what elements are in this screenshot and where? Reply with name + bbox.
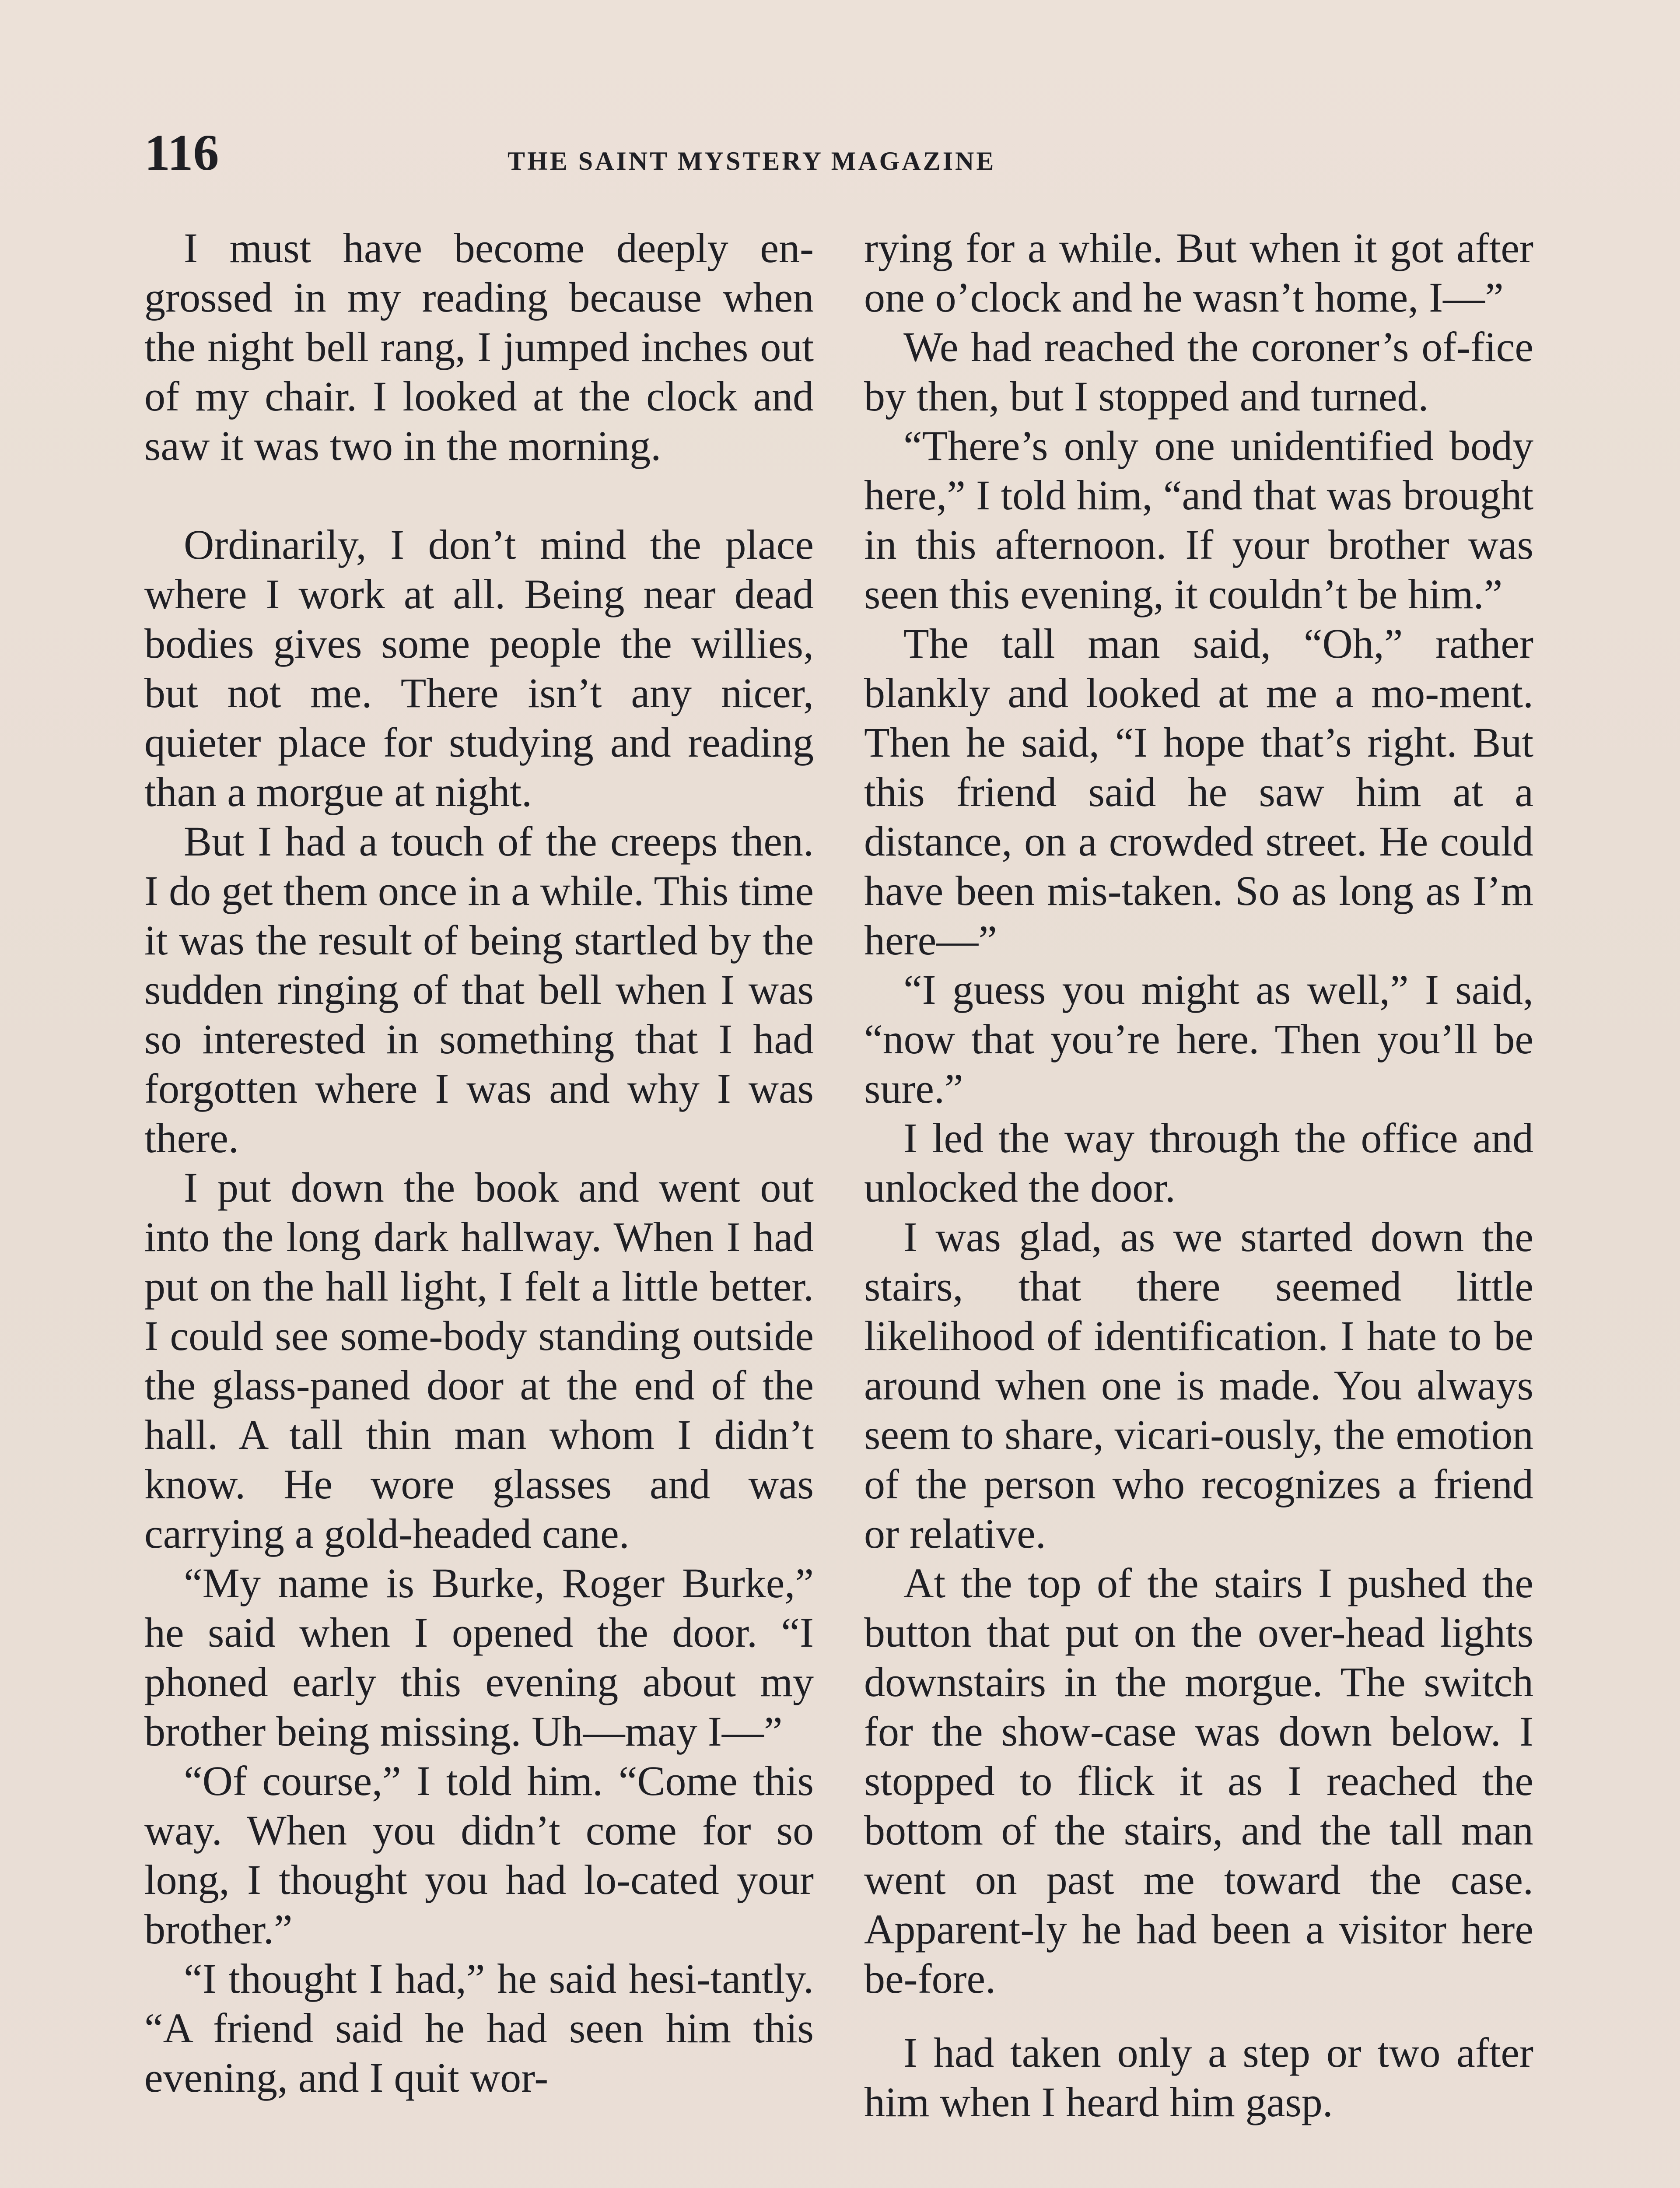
paragraph: We had reached the coroner’s of-fice by then, but I stopped and turned. — [864, 323, 1533, 420]
paragraph: I must have become deeply en-grossed in my reading because when the night bell rang, I jumped inches out of my chair. I looked at the clock and saw it was two in the morning. — [144, 224, 814, 469]
paragraph: “I guess you might as well,” I said, “now that you’re here. Then you’ll be sure.” — [864, 966, 1533, 1112]
paragraph: “I thought I had,” he said hesi-tantly. “A friend said he had seen him this evening, and I quit wor- — [144, 1955, 814, 2101]
paragraph: Ordinarily, I don’t mind the place where I work at all. Being near dead bodies gives some people the willies, but not me. There isn’t any nicer, quieter place for studying and reading than a morgue at night. — [144, 521, 814, 815]
paragraph: But I had a touch of the creeps then. I do get them once in a while. This time it was the result of being startled by the sudden ringing of that bell when I was so interested in something that I had forgotten where I was and why I was there. — [144, 818, 814, 1161]
running-title: THE SAINT MYSTERY MAGAZINE — [508, 147, 996, 175]
right-column — [864, 223, 1533, 2127]
paragraph: The tall man said, “Oh,” rather blankly and looked at me a mo-ment. Then he said, “I hope that’s right. But this friend said he saw him at a distance, on a crowded street. He could have been mis-taken. So as long as I’m here—” — [864, 620, 1533, 964]
paragraph: I put down the book and went out into the long dark hallway. When I had put on the hall light, I felt a little better. I could see some-body standing outside the glass-paned door at the end of the hall. A tall thin man whom I didn’t know. He wore glasses and was carrying a gold-headed cane. — [144, 1164, 814, 1557]
paragraph: I had taken only a step or two after him when I heard him gasp. — [864, 2029, 1533, 2125]
paragraph: I led the way through the office and unlocked the door. — [864, 1115, 1533, 1211]
left-column — [144, 223, 814, 2102]
paragraph: rying for a while. But when it got after one o’clock and he wasn’t home, I—” — [864, 224, 1533, 321]
paragraph: “There’s only one unidentified body here,” I told him, “and that was brought in this afternoon. If your brother was seen this evening, it couldn’t be him.” — [864, 422, 1533, 617]
paragraph: “My name is Burke, Roger Burke,” he said when I opened the door. “I phoned early this evening about my brother being missing. Uh—may I—” — [144, 1560, 814, 1755]
paragraph: At the top of the stairs I pushed the button that put on the over-head lights downstairs in the morgue. The switch for the show-case was down below. I stopped to flick it as I reached the bottom of the stairs, and the tall man went on past me toward the case. Apparent-ly he had been a visitor here be-fore. — [864, 1560, 1533, 2002]
paragraph: I was glad, as we started down the stairs, that there seemed little likelihood of identification. I hate to be around when one is made. You always seem to share, vicari-ously, the emotion of the person who recognizes a friend or relative. — [864, 1213, 1533, 1557]
paragraph: “Of course,” I told him. “Come this way. When you didn’t come for so long, I thought you had lo-cated your brother.” — [144, 1757, 814, 1953]
page-number: 116 — [144, 124, 219, 181]
